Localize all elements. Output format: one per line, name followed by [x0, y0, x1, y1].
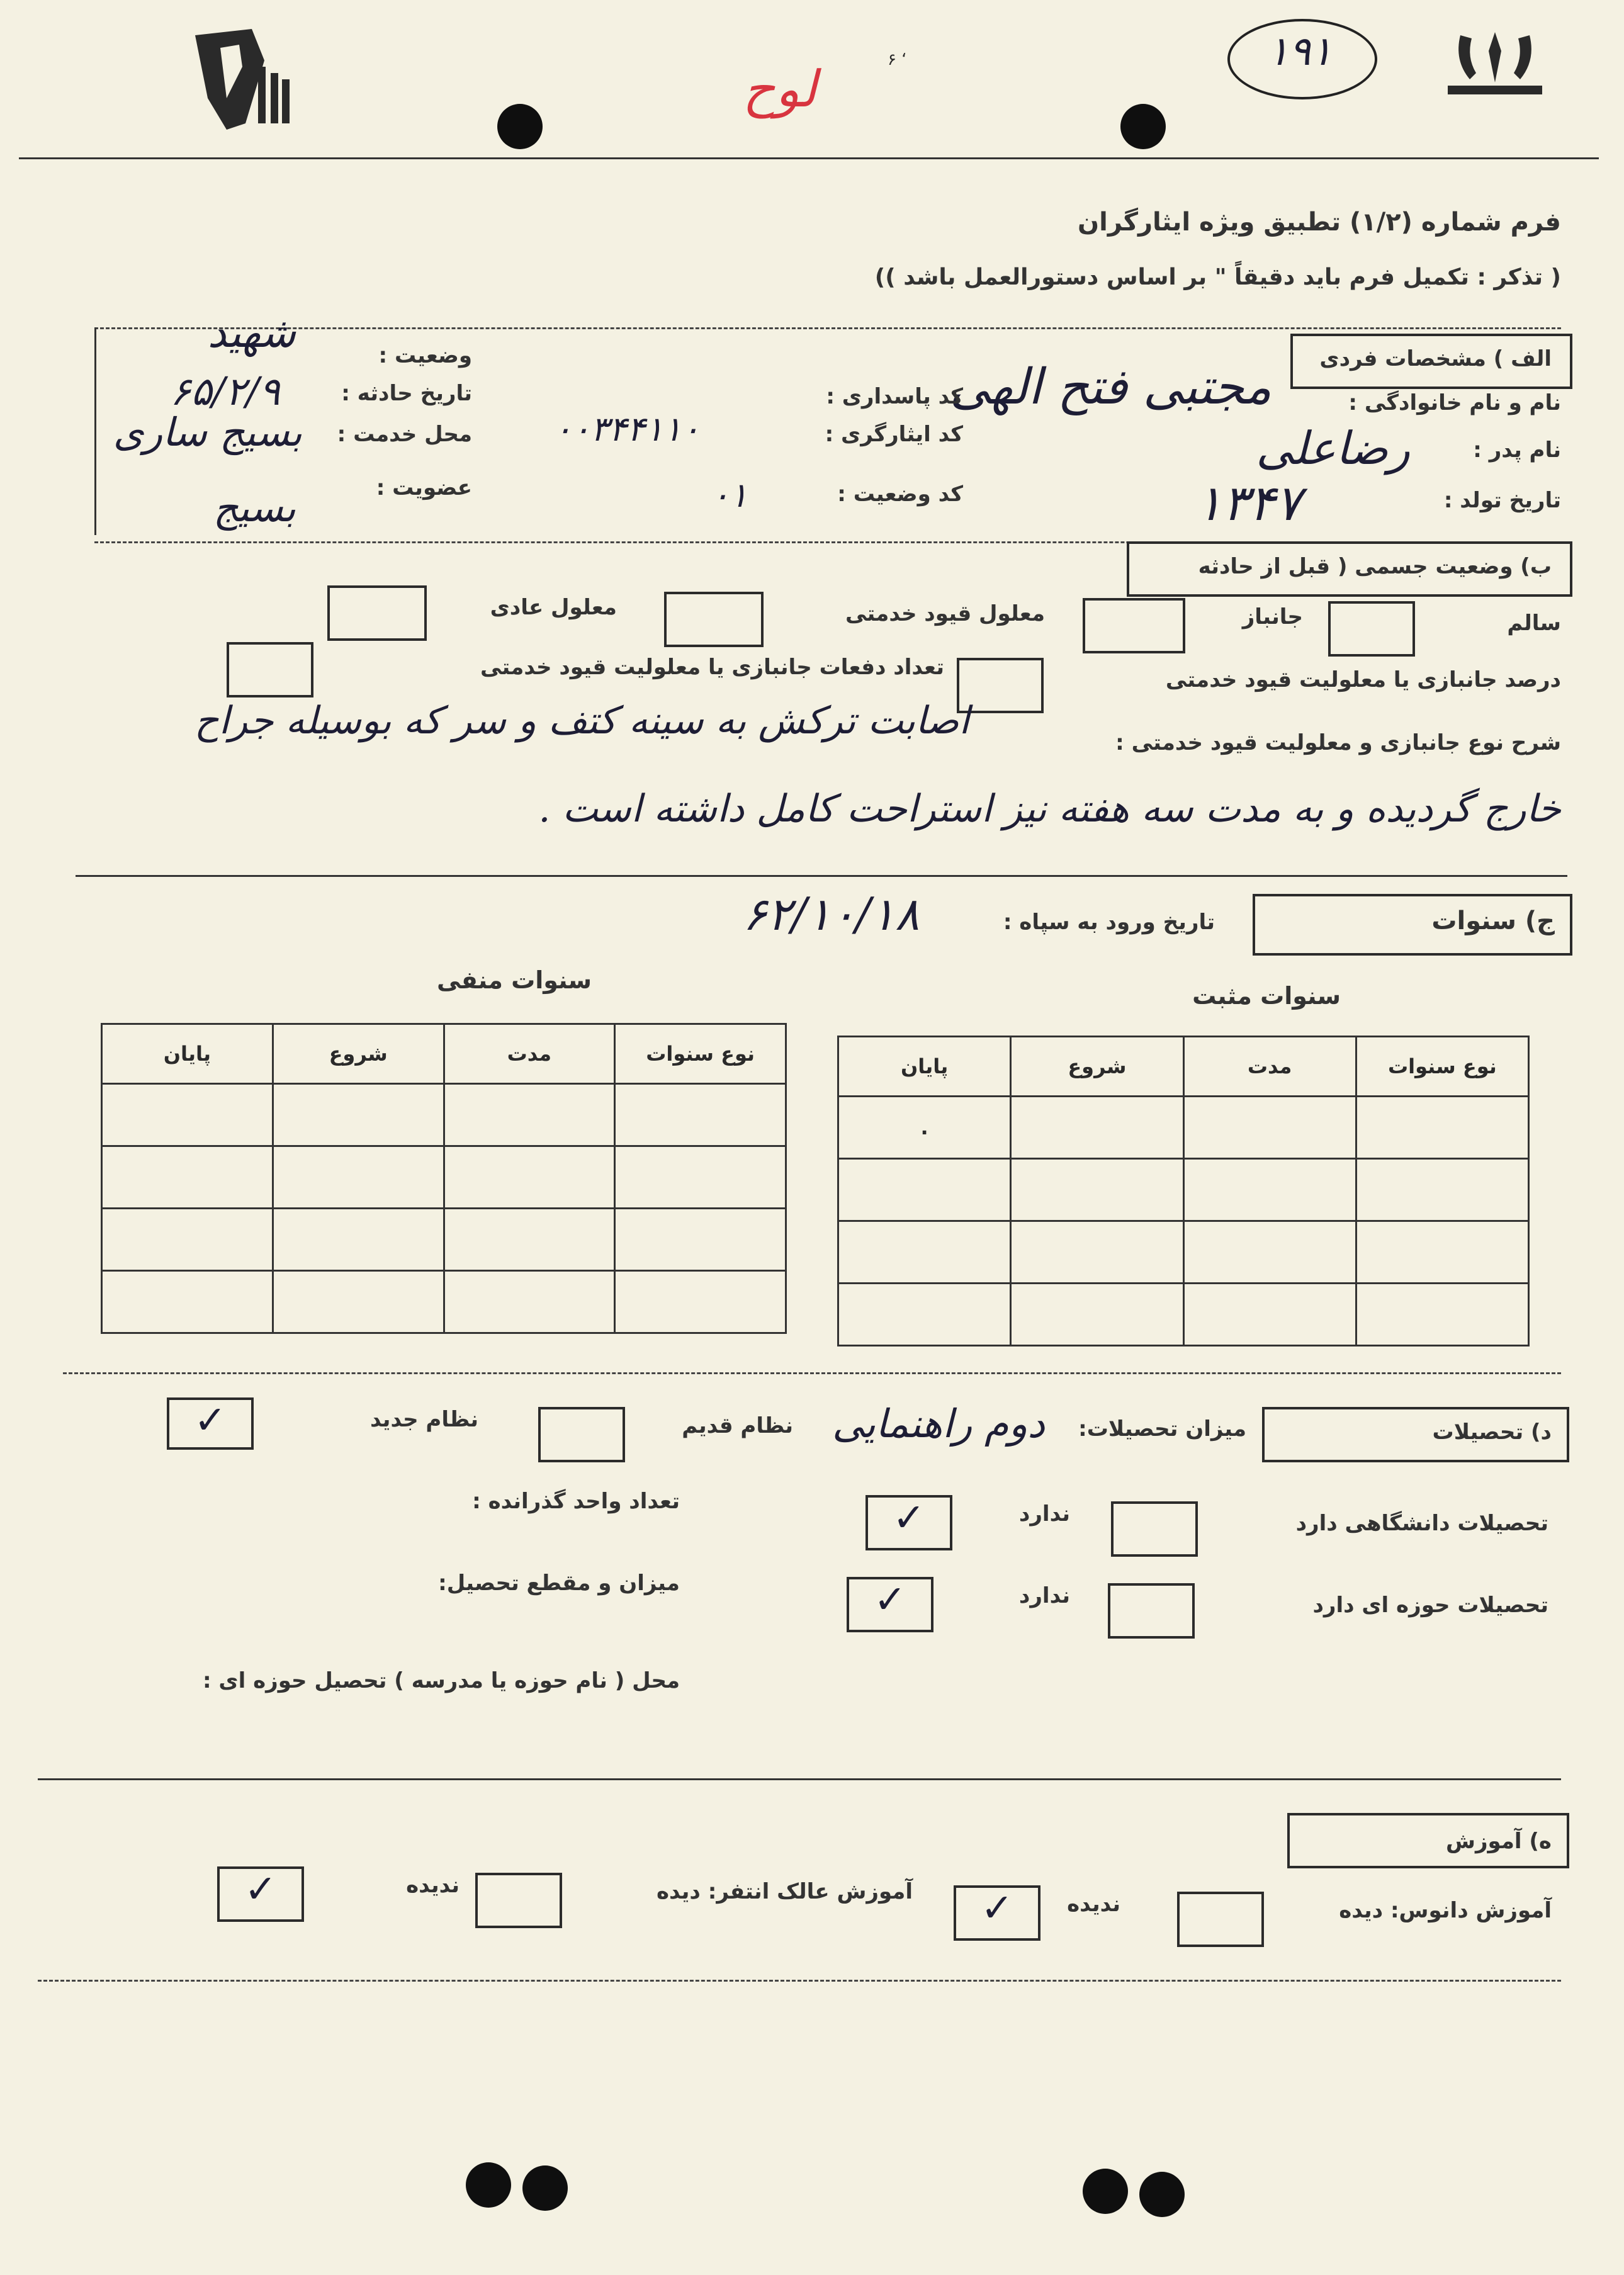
incident-date-label: تاریخ حادثه : [341, 381, 472, 406]
guard-code-label: کد پاسداری : [826, 384, 963, 409]
option-disabled-ordinary-label: معلول عادی [490, 595, 617, 620]
column-header: شروع [273, 1024, 444, 1084]
table-cell[interactable] [838, 1284, 1011, 1346]
table-cell[interactable] [1356, 1221, 1528, 1284]
training-university-notseen-label: ندیده [1067, 1892, 1120, 1917]
table-cell[interactable] [615, 1084, 786, 1146]
veteran-count-box[interactable] [227, 642, 313, 697]
positive-years-title: سنوات مثبت [1192, 982, 1341, 1010]
father-name-value: رضاعلی [1256, 422, 1410, 475]
status-label: وضعیت : [378, 343, 472, 368]
form-note: ( تذکر : تکمیل فرم باید دقیقاً " بر اساس دستورالعمل باشد )) [874, 264, 1561, 290]
table-cell[interactable] [102, 1209, 273, 1271]
seminary-hasnot-check-mark: ✓ [874, 1576, 906, 1622]
table-cell[interactable] [838, 1159, 1011, 1221]
table-cell[interactable] [1183, 1221, 1356, 1284]
table-row [838, 1284, 1529, 1346]
healthy-checkbox[interactable] [1328, 601, 1415, 657]
training-university-label: آموزش دانوس: دیده [1339, 1898, 1552, 1923]
table-cell[interactable]: . [838, 1097, 1011, 1159]
table-cell[interactable] [838, 1221, 1011, 1284]
service-place-value: بسیج ساری [113, 409, 302, 455]
table-cell[interactable] [444, 1209, 615, 1271]
education-level-label: میزان تحصیلات: [1078, 1416, 1246, 1442]
punch-hole [497, 104, 543, 149]
full-name-label: نام و نام خانوادگی : [1348, 390, 1561, 415]
table-cell[interactable] [615, 1271, 786, 1333]
section-a-heading: الف ) مشخصات فردی [1319, 346, 1552, 371]
description-label: شرح نوع جانبازی و معلولیت قیود خدمتی : [1115, 730, 1561, 755]
table-row [102, 1271, 786, 1333]
section-b-heading: ب) وضعیت جسمی ( قبل از حادثه [1198, 554, 1552, 579]
veteran-code-label: کد ایثارگری : [825, 422, 963, 447]
section-c-bottom-rule [63, 1372, 1561, 1374]
table-cell[interactable] [273, 1146, 444, 1209]
new-system-check-mark: ✓ [194, 1397, 227, 1443]
training-university-seen-checkbox[interactable] [1177, 1892, 1264, 1947]
page-number: ۱۹۱ [1267, 28, 1333, 75]
old-system-label: نظام قدیم [682, 1413, 793, 1438]
table-cell[interactable] [273, 1209, 444, 1271]
university-hasnot-label: ندارد [1018, 1501, 1070, 1527]
section-e-heading: ه) آموزش [1446, 1829, 1552, 1854]
punch-hole [466, 2162, 511, 2208]
status-code-value: ۰۱ [711, 475, 748, 515]
description-line-2: خارج گردیده و به مدت سه هفته نیز استراحت کامل داشته است . [538, 787, 1561, 831]
training-military-notseen-label: ندیده [406, 1873, 460, 1898]
table-cell[interactable] [444, 1084, 615, 1146]
table-cell[interactable] [1356, 1284, 1528, 1346]
table-row [102, 1084, 786, 1146]
training-university-check-mark: ✓ [981, 1885, 1013, 1931]
column-header: نوع سنوات [615, 1024, 786, 1084]
punch-hole [1083, 2169, 1128, 2214]
option-veteran-label: جانباز [1242, 604, 1303, 629]
column-header: پایان [838, 1037, 1011, 1097]
republic-emblem-icon [1441, 23, 1548, 104]
veteran-code-value: ۰۰۳۴۴۱۱۰ [554, 409, 701, 449]
column-header: شروع [1011, 1037, 1183, 1097]
column-header: مدت [444, 1024, 615, 1084]
irgc-emblem-icon [183, 23, 296, 136]
old-system-checkbox[interactable] [538, 1407, 625, 1462]
section-c-heading: ج) سنوات [1431, 906, 1555, 935]
new-system-label: نظام جدید [370, 1407, 478, 1432]
incident-date-value: ۶۵/۲/۹ [170, 368, 280, 414]
negative-years-title: سنوات منفی [437, 966, 592, 994]
table-cell[interactable] [1011, 1097, 1183, 1159]
punch-hole [1139, 2172, 1185, 2217]
training-military-check-mark: ✓ [244, 1866, 277, 1912]
description-line-1: اصابت ترکش به سینه کتف و سر که بوسیله جراح [194, 699, 969, 743]
table-cell[interactable] [1183, 1284, 1356, 1346]
table-cell[interactable] [273, 1084, 444, 1146]
table-cell[interactable] [1183, 1159, 1356, 1221]
disabled-ordinary-checkbox[interactable] [327, 585, 427, 641]
table-cell[interactable] [1011, 1159, 1183, 1221]
table-cell[interactable] [1011, 1221, 1183, 1284]
full-name-value: مجتبی فتح الهی [949, 359, 1272, 415]
table-cell[interactable] [615, 1209, 786, 1271]
top-mark: ۶ ‘ [888, 50, 907, 69]
veteran-percent-box[interactable] [957, 658, 1044, 713]
status-value: شهید [207, 308, 296, 357]
positive-years-table [837, 1036, 1530, 1346]
table-row [838, 1097, 1529, 1159]
negative-years-table [101, 1023, 787, 1334]
membership-value: بسیج [213, 485, 296, 531]
birth-date-label: تاریخ تولد : [1443, 488, 1561, 513]
status-code-label: کد وضعیت : [837, 482, 963, 507]
table-row [102, 1209, 786, 1271]
table-row [838, 1159, 1529, 1221]
veteran-percent-label: درصد جانبازی یا معلولیت قیود خدمتی [1165, 667, 1561, 692]
university-education-label: تحصیلات دانشگاهی دارد [1295, 1511, 1548, 1536]
table-cell[interactable] [1356, 1159, 1528, 1221]
seminary-hasnot-label: ندارد [1018, 1583, 1070, 1608]
table-cell[interactable] [102, 1271, 273, 1333]
form-title: فرم شماره (۱/۲) تطبیق ویژه ایثارگران [1077, 208, 1561, 237]
option-disabled-service-label: معلول قیود خدمتی [845, 601, 1045, 626]
punch-hole [522, 2165, 568, 2211]
table-cell[interactable] [1183, 1097, 1356, 1159]
option-healthy-label: سالم [1507, 611, 1561, 636]
column-header: پایان [102, 1024, 273, 1084]
training-military-seen-checkbox[interactable] [475, 1873, 562, 1928]
section-a-top-rule [94, 327, 1561, 329]
seminary-education-label: تحصیلات حوزه ای دارد [1312, 1593, 1548, 1618]
education-level-value: دوم راهنمایی [832, 1401, 1045, 1447]
seminary-level-label: میزان و مقطع تحصیل: [438, 1571, 680, 1596]
header-rule [19, 157, 1599, 159]
section-b-bottom-rule [76, 875, 1567, 877]
punch-hole [1120, 104, 1166, 149]
table-cell[interactable] [102, 1084, 273, 1146]
column-header: نوع سنوات [1356, 1037, 1528, 1097]
table-cell[interactable] [1356, 1097, 1528, 1159]
section-a-left-rule [94, 327, 96, 535]
section-d-bottom-rule [38, 1778, 1561, 1780]
entry-date-value: ۶۲/۱۰/۱۸ [743, 888, 920, 940]
seminary-has-checkbox[interactable] [1108, 1583, 1195, 1639]
units-passed-label: تعداد واحد گذرانده : [472, 1489, 680, 1514]
training-military-label: آموزش عالک انتفر: دیده [656, 1879, 913, 1904]
table-cell[interactable] [444, 1271, 615, 1333]
table-cell[interactable] [102, 1146, 273, 1209]
table-cell[interactable] [273, 1271, 444, 1333]
veteran-checkbox[interactable] [1083, 598, 1185, 653]
table-cell[interactable] [615, 1146, 786, 1209]
university-hasnot-check-mark: ✓ [893, 1494, 925, 1540]
disabled-service-checkbox[interactable] [664, 592, 764, 647]
table-cell[interactable] [444, 1146, 615, 1209]
seminary-place-label: محل ( نام حوزه یا مدرسه ) تحصیل حوزه ای : [203, 1668, 680, 1693]
table-row [838, 1221, 1529, 1284]
birth-date-value: ۱۳۴۷ [1196, 475, 1302, 532]
university-has-checkbox[interactable] [1111, 1501, 1198, 1557]
table-row [102, 1146, 786, 1209]
entry-date-label: تاریخ ورود به سپاه : [1003, 910, 1215, 935]
red-mark: لوح [743, 60, 817, 118]
section-d-heading: د) تحصیلات [1432, 1420, 1552, 1445]
column-header: مدت [1183, 1037, 1356, 1097]
service-place-label: محل خدمت : [337, 422, 472, 447]
father-name-label: نام پدر : [1473, 438, 1561, 463]
table-cell[interactable] [1011, 1284, 1183, 1346]
veteran-count-label: تعداد دفعات جانبازی یا معلولیت قیود خدمتی [480, 655, 944, 680]
section-e-bottom-rule [38, 1980, 1561, 1982]
membership-label: عضویت : [376, 475, 472, 500]
